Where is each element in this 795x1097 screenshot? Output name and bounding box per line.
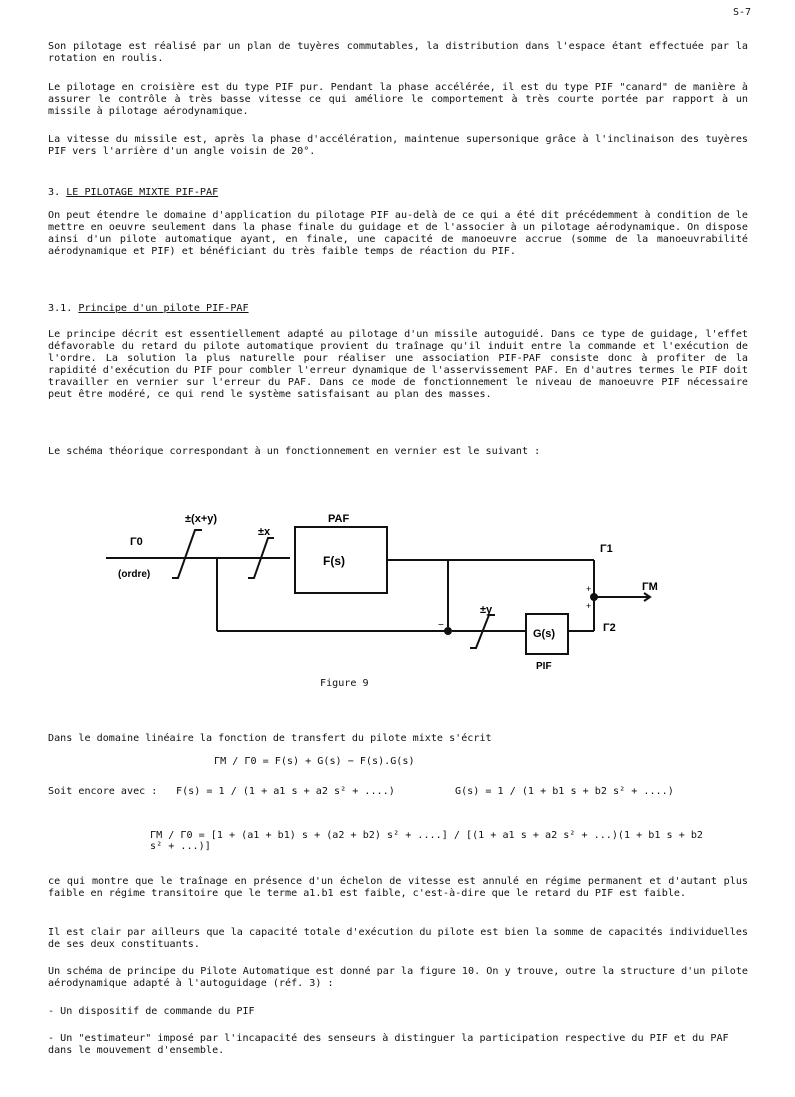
- section-3-1-heading: [48, 303, 249, 314]
- fs-label: F(s): [323, 554, 345, 568]
- section-3-1-number: 3.1.: [48, 303, 73, 314]
- input-sublabel: (ordre): [118, 569, 151, 580]
- figure-caption: Figure 9: [320, 678, 369, 689]
- output-label: ΓM: [642, 581, 658, 593]
- paragraph-9: Il est clair par ailleurs que la capacité totale d'exécution du pilote est bien la somme de capacités individuelles de ses deux constituants.: [48, 927, 748, 950]
- section-3-title: LE PILOTAGE MIXTE PIF-PAF: [66, 187, 219, 198]
- sum-plus-top: +: [586, 584, 592, 594]
- limiter-2-label: ±x: [258, 526, 271, 538]
- bullet-2: - Un "estimateur" imposé par l'incapacité des senseurs à distinguer la participation respective du PIF et du PAF dans le mouvement d'ensemble.: [48, 1033, 729, 1056]
- paragraph-3: La vitesse du missile est, après la phase d'accélération, maintenue supersonique grâce à l'inclinaison des tuyères PIF vers l'arrière d'un angle voisin de 20°.: [48, 134, 748, 157]
- equation-2-g: G(s) = 1 / (1 + b1 s + b2 s² + ....): [455, 786, 674, 797]
- equation-3: ΓM / Γ0 = [1 + (a1 + b1) s + (a2 + b2) s² + ....] / [(1 + a1 s + a2 s² + ...)(1 + b1 s + b2 s² + ...)]: [150, 830, 704, 852]
- section-3-number: 3.: [48, 187, 61, 198]
- sum-plus-bottom: +: [586, 601, 592, 611]
- paragraph-7: Dans le domaine linéaire la fonction de transfert du pilote mixte s'écrit: [48, 733, 492, 744]
- paragraph-1: Son pilotage est réalisé par un plan de tuyères commutables, la distribution dans l'espace étant effectuée par la rotation en roulis.: [48, 41, 748, 64]
- paragraph-10: Un schéma de principe du Pilote Automatique est donné par la figure 10. On y trouve, outre la structure d'un pilote aérodynamique adapté à l'autoguidage (réf. 3) :: [48, 966, 748, 989]
- paragraph-5: Le principe décrit est essentiellement adapté au pilotage d'un missile autoguidé. Dans ce type de guidage, l'effet défavorable du retard du pilote automatique provient du traînage qu'il induit entre la commande et l'exécution de l'ordre. La solution la plus naturelle pour réaliser une association PIF-PAF consiste donc à profiter de la rapidité d'exécution du PIF pour combler l'erreur dynamique de l'asservissement PAF. En d'autres termes le PIF doit travailler en vernier sur l'erreur du PAF. Dans ce mode de fonctionnement le niveau de manoeuvre PIF nécessaire peut être modéré, ce qui rend le système satisfaisant au plan des masses.: [48, 329, 748, 400]
- pif-label: PIF: [536, 661, 552, 670]
- input-symbol: Γ0: [130, 536, 143, 548]
- bullet-1: - Un dispositif de commande du PIF: [48, 1006, 255, 1017]
- sum-minus: −: [438, 620, 444, 631]
- equation-2-prefix: Soit encore avec :: [48, 786, 158, 797]
- figure-9-diagram: [0, 500, 795, 670]
- equation-2-f: F(s) = 1 / (1 + a1 s + a2 s² + ....): [176, 786, 395, 797]
- paf-label: PAF: [328, 513, 350, 525]
- equation-1: ΓM / Γ0 = F(s) + G(s) − F(s).G(s): [214, 756, 415, 767]
- paragraph-4: On peut étendre le domaine d'application du pilotage PIF au-delà de ce qui a été dit précédemment à condition de le mettre en oeuvre seulement dans la phase finale du guidage et de l'associer à un pilotage aérodynamique. On dispose ainsi d'un pilote automatique ayant, en finale, une capacité de manoeuvre accrue (somme de la manoeuvrabilité aérodynamique et PIF) et bénéficiant du très faible temps de réaction du PIF.: [48, 210, 748, 257]
- gamma-2-label: Γ2: [603, 622, 616, 634]
- section-3-heading: [48, 187, 218, 198]
- limiter-3-label: ±y: [480, 604, 493, 616]
- gamma-1-label: Γ1: [600, 543, 613, 555]
- gs-label: G(s): [533, 628, 555, 640]
- paragraph-2: Le pilotage en croisière est du type PIF pur. Pendant la phase accélérée, il est du type PIF "canard" de manière à assurer le contrôle à très basse vitesse ce qui améliore le comportement à très courte portée par rapport à un missile à pilotage aérodynamique.: [48, 82, 748, 117]
- limiter-1-label: ±(x+y): [185, 513, 218, 525]
- paragraph-6: Le schéma théorique correspondant à un fonctionnement en vernier est le suivant :: [48, 446, 541, 457]
- page-number: S-7: [733, 7, 752, 18]
- paragraph-8: ce qui montre que le traînage en présence d'un échelon de vitesse est annulé en régime permanent et d'autant plus faible en régime transitoire que le terme a1.b1 est faible, c'est-à-dire que le retard du PIF est faible.: [48, 876, 748, 899]
- section-3-1-title: Principe d'un pilote PIF-PAF: [78, 303, 249, 314]
